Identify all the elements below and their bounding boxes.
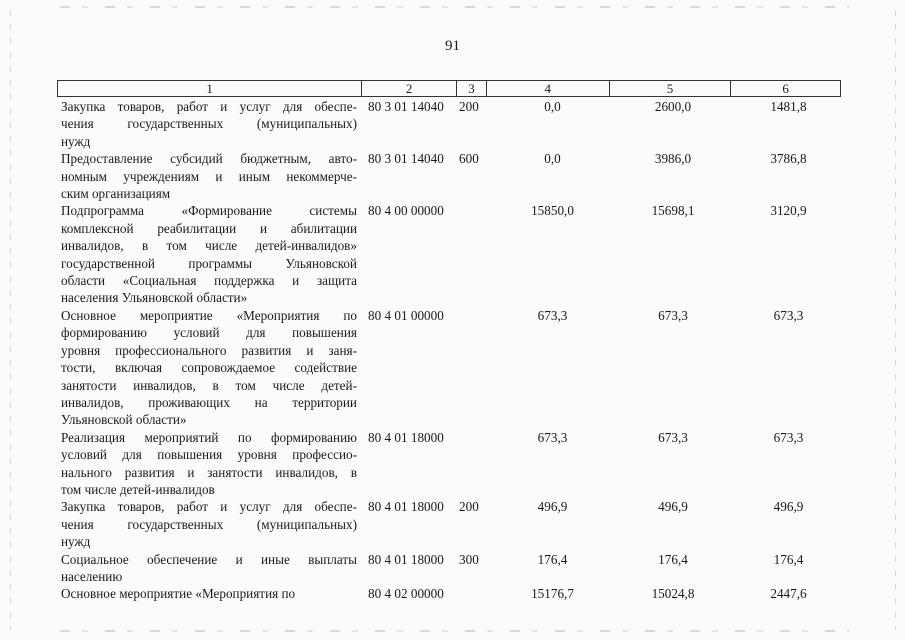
table-row <box>57 150 841 202</box>
description-line: Социальное обеспечение и иные выплаты <box>61 551 357 567</box>
column-header-4: 4 <box>487 81 610 96</box>
description-line: ским организациям <box>61 186 171 202</box>
column-header-2: 2 <box>362 81 457 96</box>
table-header <box>57 80 841 97</box>
row-description <box>61 150 357 202</box>
table-body <box>57 98 841 603</box>
row-value-col6 <box>732 551 841 568</box>
row-value-col6 <box>732 202 841 219</box>
description-line: нального развития и занятости инвалидов, в <box>61 464 357 480</box>
row-value-col5 <box>610 585 732 602</box>
description-line: занятости инвалидов, в том числе детей- <box>61 377 357 393</box>
row-expense-type: 200 <box>459 99 479 114</box>
description-line: Подпрограмма «Формирование системы <box>61 203 357 219</box>
row-code: 80 4 01 18000 <box>368 499 444 515</box>
row-expense-type: 600 <box>459 151 479 167</box>
row-value-col6 <box>732 307 841 324</box>
row-value-col4-value: 0,0 <box>544 151 561 167</box>
row-code: 80 4 01 18000 <box>368 551 444 567</box>
row-value-col6 <box>732 585 841 602</box>
row-code: 80 4 02 00000 <box>368 586 444 602</box>
description-line: тости, включая сопровождаемое содействие <box>61 360 357 376</box>
row-value-col5 <box>610 98 732 115</box>
row-expense-type: 300 <box>459 551 479 567</box>
description-line: населения Ульяновской области» <box>61 290 248 306</box>
row-description <box>61 202 357 306</box>
row-value-col4-value: 673,3 <box>537 429 568 445</box>
row-value-col4 <box>487 150 610 167</box>
table-row <box>57 551 841 586</box>
row-value-col4 <box>487 585 610 602</box>
row-value-col4 <box>487 429 610 446</box>
row-value-col4-value: 496,9 <box>537 499 568 515</box>
row-value-col6 <box>732 150 841 167</box>
row-value-col6-value: 3786,8 <box>770 151 807 167</box>
description-line: государственной программы Ульяновской <box>61 255 357 271</box>
row-value-col6-value: 496,9 <box>773 499 804 515</box>
row-expense-type: 200 <box>459 499 479 515</box>
row-value-col6-value: 2447,6 <box>770 586 807 602</box>
description-line: Закупка товаров, работ и услуг для обеспе- <box>61 499 357 515</box>
row-value-col5-value: 15698,1 <box>651 203 695 219</box>
row-value-col4 <box>487 551 610 568</box>
row-value-col6-value: 673,3 <box>773 429 804 445</box>
row-value-col6-value: 673,3 <box>773 307 804 323</box>
row-value-col4-value: 15850,0 <box>531 203 574 219</box>
scan-edge-right <box>895 10 896 630</box>
description-line: уровня профессионального развития и заня- <box>61 342 357 358</box>
row-code: 80 4 01 00000 <box>368 307 444 323</box>
row-value-col5-value: 2600,0 <box>654 99 692 114</box>
description-line: том числе детей-инвалидов <box>61 481 215 497</box>
row-value-col6 <box>732 429 841 446</box>
row-description <box>61 98 357 150</box>
row-value-col5-value: 15024,8 <box>651 586 695 602</box>
column-header-6: 6 <box>782 81 789 96</box>
row-value-col6-value: 176,4 <box>773 551 804 567</box>
row-value-col4 <box>487 98 610 115</box>
description-line: Основное мероприятие «Мероприятия по <box>61 586 296 602</box>
row-description <box>61 307 357 429</box>
row-value-col5-value: 3986,0 <box>654 151 692 167</box>
table-row <box>57 98 841 150</box>
row-value-col4 <box>487 202 610 219</box>
description-line: Предоставление субсидий бюджетным, авто- <box>61 151 357 167</box>
row-description <box>61 585 357 602</box>
description-line: Реализация мероприятий по формированию <box>61 429 357 445</box>
description-line: населению <box>61 568 123 584</box>
description-line: инвалидов, в том числе детей-инвалидов» <box>61 238 357 254</box>
description-line: комплексной реабилитации и абилитации <box>61 220 357 236</box>
scan-artifact-bottom <box>60 630 850 632</box>
description-line: нужд <box>61 133 91 149</box>
row-value-col5-value: 176,4 <box>658 551 688 567</box>
row-value-col5 <box>610 150 732 167</box>
row-code: 80 3 01 14040 <box>368 151 444 167</box>
scan-edge-left <box>10 10 11 630</box>
table-row <box>57 429 841 499</box>
description-line: формированию условий для повышения <box>61 325 357 341</box>
table-row <box>57 498 841 550</box>
row-value-col4-value: 176,4 <box>537 551 568 567</box>
row-description <box>61 429 357 499</box>
row-value-col5 <box>610 498 732 515</box>
table-row <box>57 585 841 602</box>
row-value-col4 <box>487 307 610 324</box>
row-code: 80 4 00 00000 <box>368 203 444 219</box>
row-value-col4 <box>487 498 610 515</box>
row-code: 80 3 01 14040 <box>368 99 444 114</box>
description-line: чения государственных (муниципальных) <box>61 116 357 132</box>
table-row <box>57 307 841 429</box>
column-header-1: 1 <box>58 81 362 96</box>
row-value-col5-value: 673,3 <box>658 307 688 323</box>
row-value-col5-value: 673,3 <box>658 429 688 445</box>
description-line: условий для повышения уровня профессио- <box>61 447 357 463</box>
row-value-col6 <box>732 98 841 115</box>
description-line: нужд <box>61 534 91 550</box>
row-value-col4-value: 673,3 <box>537 307 568 323</box>
page-number: 91 <box>445 38 460 54</box>
description-line: Ульяновской области» <box>61 412 187 428</box>
row-value-col5 <box>610 429 732 446</box>
column-header-3: 3 <box>457 81 487 96</box>
row-value-col5-value: 496,9 <box>658 499 688 515</box>
scan-artifact-top <box>60 6 850 8</box>
row-value-col4-value: 15176,7 <box>531 586 574 602</box>
column-header-5: 5 <box>610 81 732 96</box>
row-value-col6-value: 3120,9 <box>770 203 807 219</box>
row-value-col4-value: 0,0 <box>544 99 561 114</box>
table-row <box>57 202 841 306</box>
row-value-col6 <box>732 498 841 515</box>
row-code: 80 4 01 18000 <box>368 429 444 445</box>
description-line: чения государственных (муниципальных) <box>61 516 357 532</box>
description-line: номным учреждениям и иным некоммерче- <box>61 168 357 184</box>
row-value-col5 <box>610 202 732 219</box>
row-value-col5 <box>610 551 732 568</box>
row-value-col5 <box>610 307 732 324</box>
description-line: области «Социальная поддержка и защита <box>61 273 357 289</box>
row-value-col6-value: 1481,8 <box>770 99 807 114</box>
description-line: Закупка товаров, работ и услуг для обеспе- <box>61 99 357 114</box>
description-line: инвалидов, проживающих на территории <box>61 394 357 410</box>
description-line: Основное мероприятие «Мероприятия по <box>61 307 357 323</box>
row-description <box>61 551 357 586</box>
row-description <box>61 498 357 550</box>
